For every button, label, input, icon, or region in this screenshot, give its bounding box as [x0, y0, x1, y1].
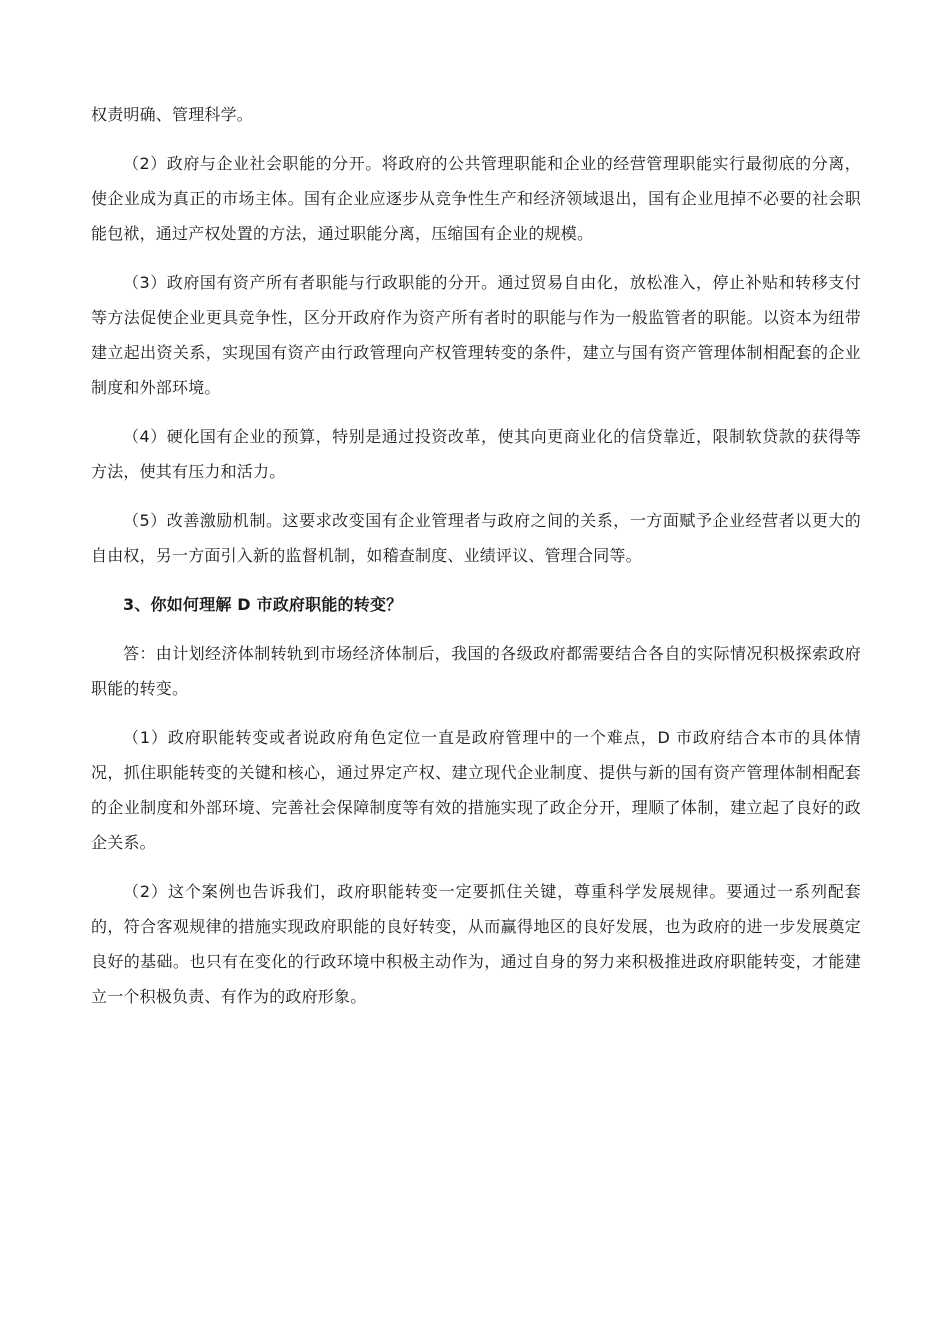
- continuation-text: 权责明确、管理科学。: [91, 105, 254, 124]
- document-page: [91, 97, 861, 1028]
- answer-point-2: （2）这个案例也告诉我们，政府职能转变一定要抓住关键，尊重科学发展规律。要通过一系列配套的，符合客观规律的措施实现政府职能的良好转变，从而赢得地区的良好发展，也为政府的进一步发展奠定良好的基础。也只有在变化的行政环境中积极主动作为，通过自身的努力来积极推进政府职能转变，才能建立一个积极负责、有作为的政府形象。: [91, 882, 861, 1006]
- paragraph-4: （4）硬化国有企业的预算，特别是通过投资改革，使其向更商业化的信贷靠近，限制软贷款的获得等方法，使其有压力和活力。: [91, 427, 861, 481]
- paragraph-3: （3）政府国有资产所有者职能与行政职能的分开。通过贸易自由化，放松准入，停止补贴和转移支付等方法促使企业更具竞争性，区分开政府作为资产所有者时的职能与作为一般监管者的职能。以资本为纽带建立起出资关系，实现国有资产由行政管理向产权管理转变的条件，建立与国有资产管理体制相配套的企业制度和外部环境。: [91, 273, 861, 397]
- answer-intro: 答：由计划经济体制转轨到市场经济体制后，我国的各级政府都需要结合各自的实际情况积极探索政府职能的转变。: [91, 644, 861, 698]
- answer-point-1: （1）政府职能转变或者说政府角色定位一直是政府管理中的一个难点，D 市政府结合本市的具体情况，抓住职能转变的关键和核心，通过界定产权、建立现代企业制度、提供与新的国有资产管理体制相配套的企业制度和外部环境、完善社会保障制度等有效的措施实现了政企分开，理顺了体制，建立起了良好的政企关系。: [91, 728, 861, 852]
- question-heading: 3、你如何理解 D 市政府职能的转变？: [123, 595, 403, 614]
- paragraph-5: （5）改善激励机制。这要求改变国有企业管理者与政府之间的关系，一方面赋予企业经营者以更大的自由权，另一方面引入新的监督机制，如稽查制度、业绩评议、管理合同等。: [91, 511, 861, 565]
- paragraph-2: （2）政府与企业社会职能的分开。将政府的公共管理职能和企业的经营管理职能实行最彻底的分离，使企业成为真正的市场主体。国有企业应逐步从竞争性生产和经济领域退出，国有企业甩掉不必要的社会职能包袱，通过产权处置的方法，通过职能分离，压缩国有企业的规模。: [91, 154, 861, 243]
